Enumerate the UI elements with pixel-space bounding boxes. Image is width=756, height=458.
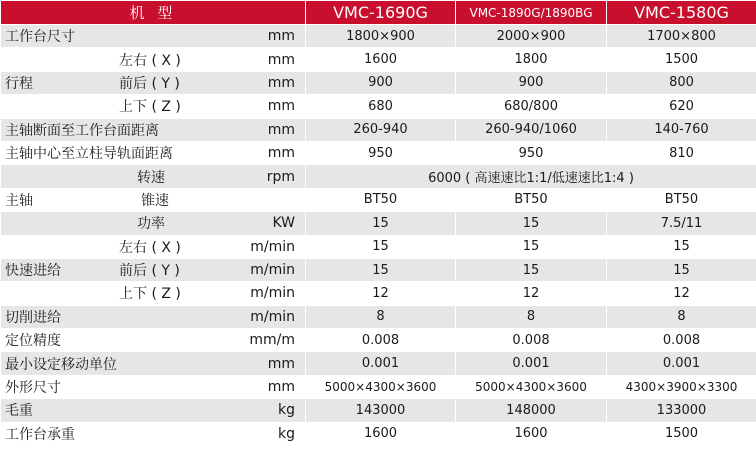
param-cell <box>1 282 306 305</box>
value-cell: 1800 <box>456 48 607 71</box>
value-cell: 15 <box>306 212 456 235</box>
value-cell: 260-940/1060 <box>456 118 607 141</box>
value-cell: BT50 <box>456 188 607 211</box>
model-header-3: VMC-1580G <box>607 1 756 25</box>
value-cell: 800 <box>607 71 756 94</box>
value-cell: 0.001 <box>607 352 756 375</box>
group-label: 主轴 <box>5 192 33 209</box>
param-label: 工作台尺寸 <box>5 29 75 46</box>
value-cell: 15 <box>456 258 607 281</box>
table-row <box>1 212 756 235</box>
value-cell: 5000×4300×3600 <box>456 375 607 398</box>
model-label-header: 机 型 <box>1 1 306 25</box>
param-cell <box>1 235 306 258</box>
param-label: 主轴中心至立柱导轨面距离 <box>5 146 173 163</box>
value-cell: 620 <box>607 95 756 118</box>
value-cell: BT50 <box>607 188 756 211</box>
value-cell: 0.001 <box>456 352 607 375</box>
value-cell: 12 <box>306 282 456 305</box>
param-cell <box>1 165 306 188</box>
unit-label: kg <box>278 425 295 442</box>
param-cell <box>1 95 306 118</box>
unit-label <box>235 189 305 211</box>
table-row <box>1 71 756 94</box>
table-row <box>1 25 756 48</box>
table-row <box>1 141 756 164</box>
table-row <box>1 305 756 328</box>
value-cell: 4300×3900×3300 <box>607 375 756 398</box>
value-cell: 133000 <box>607 399 756 422</box>
table-row <box>1 258 756 281</box>
param-cell <box>1 399 306 422</box>
param-cell <box>1 118 306 141</box>
param-cell <box>1 188 306 211</box>
param-label: 功率 <box>137 216 165 233</box>
param-label: 定位精度 <box>5 333 61 350</box>
param-label: 左右 ( X ) <box>119 52 181 69</box>
value-cell: 0.001 <box>306 352 456 375</box>
param-label: 上下 ( Z ) <box>119 99 181 116</box>
value-cell: 1500 <box>607 422 756 445</box>
merged-value-cell: 6000 ( 高速速比1:1/低速速比1:4 ) <box>306 165 756 188</box>
param-cell <box>1 71 306 94</box>
param-cell <box>1 212 306 235</box>
unit-label: mm <box>267 98 295 115</box>
value-cell: 143000 <box>306 399 456 422</box>
value-cell: 0.008 <box>607 329 756 352</box>
param-label: 主轴断面至工作台面距离 <box>5 122 159 139</box>
value-cell: 1500 <box>607 48 756 71</box>
param-cell <box>1 375 306 398</box>
unit-label: mm <box>267 51 295 68</box>
table-row <box>1 282 756 305</box>
unit-label: mm <box>267 145 295 162</box>
param-label: 锥速 <box>141 192 169 209</box>
value-cell: 0.008 <box>306 329 456 352</box>
param-label: 毛重 <box>5 403 33 420</box>
param-cell <box>1 258 306 281</box>
value-cell: 680/800 <box>456 95 607 118</box>
value-cell: 8 <box>607 305 756 328</box>
header-row <box>1 1 756 25</box>
unit-label: KW <box>272 215 295 232</box>
value-cell: 1800×900 <box>306 25 456 48</box>
unit-label: kg <box>278 402 295 419</box>
value-cell: 1700×800 <box>607 25 756 48</box>
model-header-2: VMC-1890G/1890BG <box>456 1 607 25</box>
table-row <box>1 375 756 398</box>
param-cell <box>1 352 306 375</box>
param-label: 上下 ( Z ) <box>119 286 181 303</box>
param-cell <box>1 48 306 71</box>
value-cell: 900 <box>306 71 456 94</box>
unit-label: m/min <box>250 285 295 302</box>
unit-label: mm <box>267 355 295 372</box>
value-cell: 950 <box>306 141 456 164</box>
unit-label: mm <box>267 74 295 91</box>
value-cell: 8 <box>306 305 456 328</box>
param-label: 左右 ( X ) <box>119 239 181 256</box>
param-cell <box>1 25 306 48</box>
unit-label: mm/m <box>249 332 295 349</box>
param-label: 工作台承重 <box>5 426 75 443</box>
value-cell: 15 <box>456 235 607 258</box>
param-cell <box>1 329 306 352</box>
value-cell: 1600 <box>456 422 607 445</box>
value-cell: 15 <box>306 235 456 258</box>
group-label: 行程 <box>5 75 33 92</box>
value-cell: 1600 <box>306 48 456 71</box>
unit-label: m/min <box>250 238 295 255</box>
table-row <box>1 399 756 422</box>
group-label: 快速进给 <box>5 263 61 280</box>
unit-label: mm <box>267 28 295 45</box>
table-row <box>1 188 756 211</box>
param-label: 前后 ( Y ) <box>119 75 180 92</box>
unit-label: rpm <box>266 168 295 185</box>
value-cell: 8 <box>456 305 607 328</box>
param-cell <box>1 305 306 328</box>
table-row <box>1 329 756 352</box>
param-label: 前后 ( Y ) <box>119 263 180 280</box>
param-cell <box>1 422 306 445</box>
value-cell: 2000×900 <box>456 25 607 48</box>
value-cell: 900 <box>456 71 607 94</box>
param-label: 最小设定移动单位 <box>5 356 117 373</box>
value-cell: 12 <box>607 282 756 305</box>
value-cell: 15 <box>306 258 456 281</box>
value-cell: 950 <box>456 141 607 164</box>
table-row <box>1 48 756 71</box>
unit-label: m/min <box>250 308 295 325</box>
table-row <box>1 422 756 445</box>
unit-label: mm <box>267 121 295 138</box>
value-cell: 12 <box>456 282 607 305</box>
value-cell: 680 <box>306 95 456 118</box>
model-header-1: VMC-1690G <box>306 1 456 25</box>
value-cell: 15 <box>456 212 607 235</box>
table-row <box>1 95 756 118</box>
param-label: 切削进给 <box>5 309 61 326</box>
unit-label: mm <box>267 379 295 396</box>
param-label: 转速 <box>137 169 165 186</box>
param-label: 外形尺寸 <box>5 380 61 397</box>
value-cell: 0.008 <box>456 329 607 352</box>
value-cell: 15 <box>607 258 756 281</box>
value-cell: 260-940 <box>306 118 456 141</box>
value-cell: 7.5/11 <box>607 212 756 235</box>
value-cell: 1600 <box>306 422 456 445</box>
value-cell: 140-760 <box>607 118 756 141</box>
table-row <box>1 235 756 258</box>
value-cell: 5000×4300×3600 <box>306 375 456 398</box>
unit-label: m/min <box>250 262 295 279</box>
table-row <box>1 118 756 141</box>
value-cell: BT50 <box>306 188 456 211</box>
param-cell <box>1 141 306 164</box>
table-row <box>1 165 756 188</box>
value-cell: 15 <box>607 235 756 258</box>
value-cell: 810 <box>607 141 756 164</box>
value-cell: 148000 <box>456 399 607 422</box>
table-row <box>1 352 756 375</box>
